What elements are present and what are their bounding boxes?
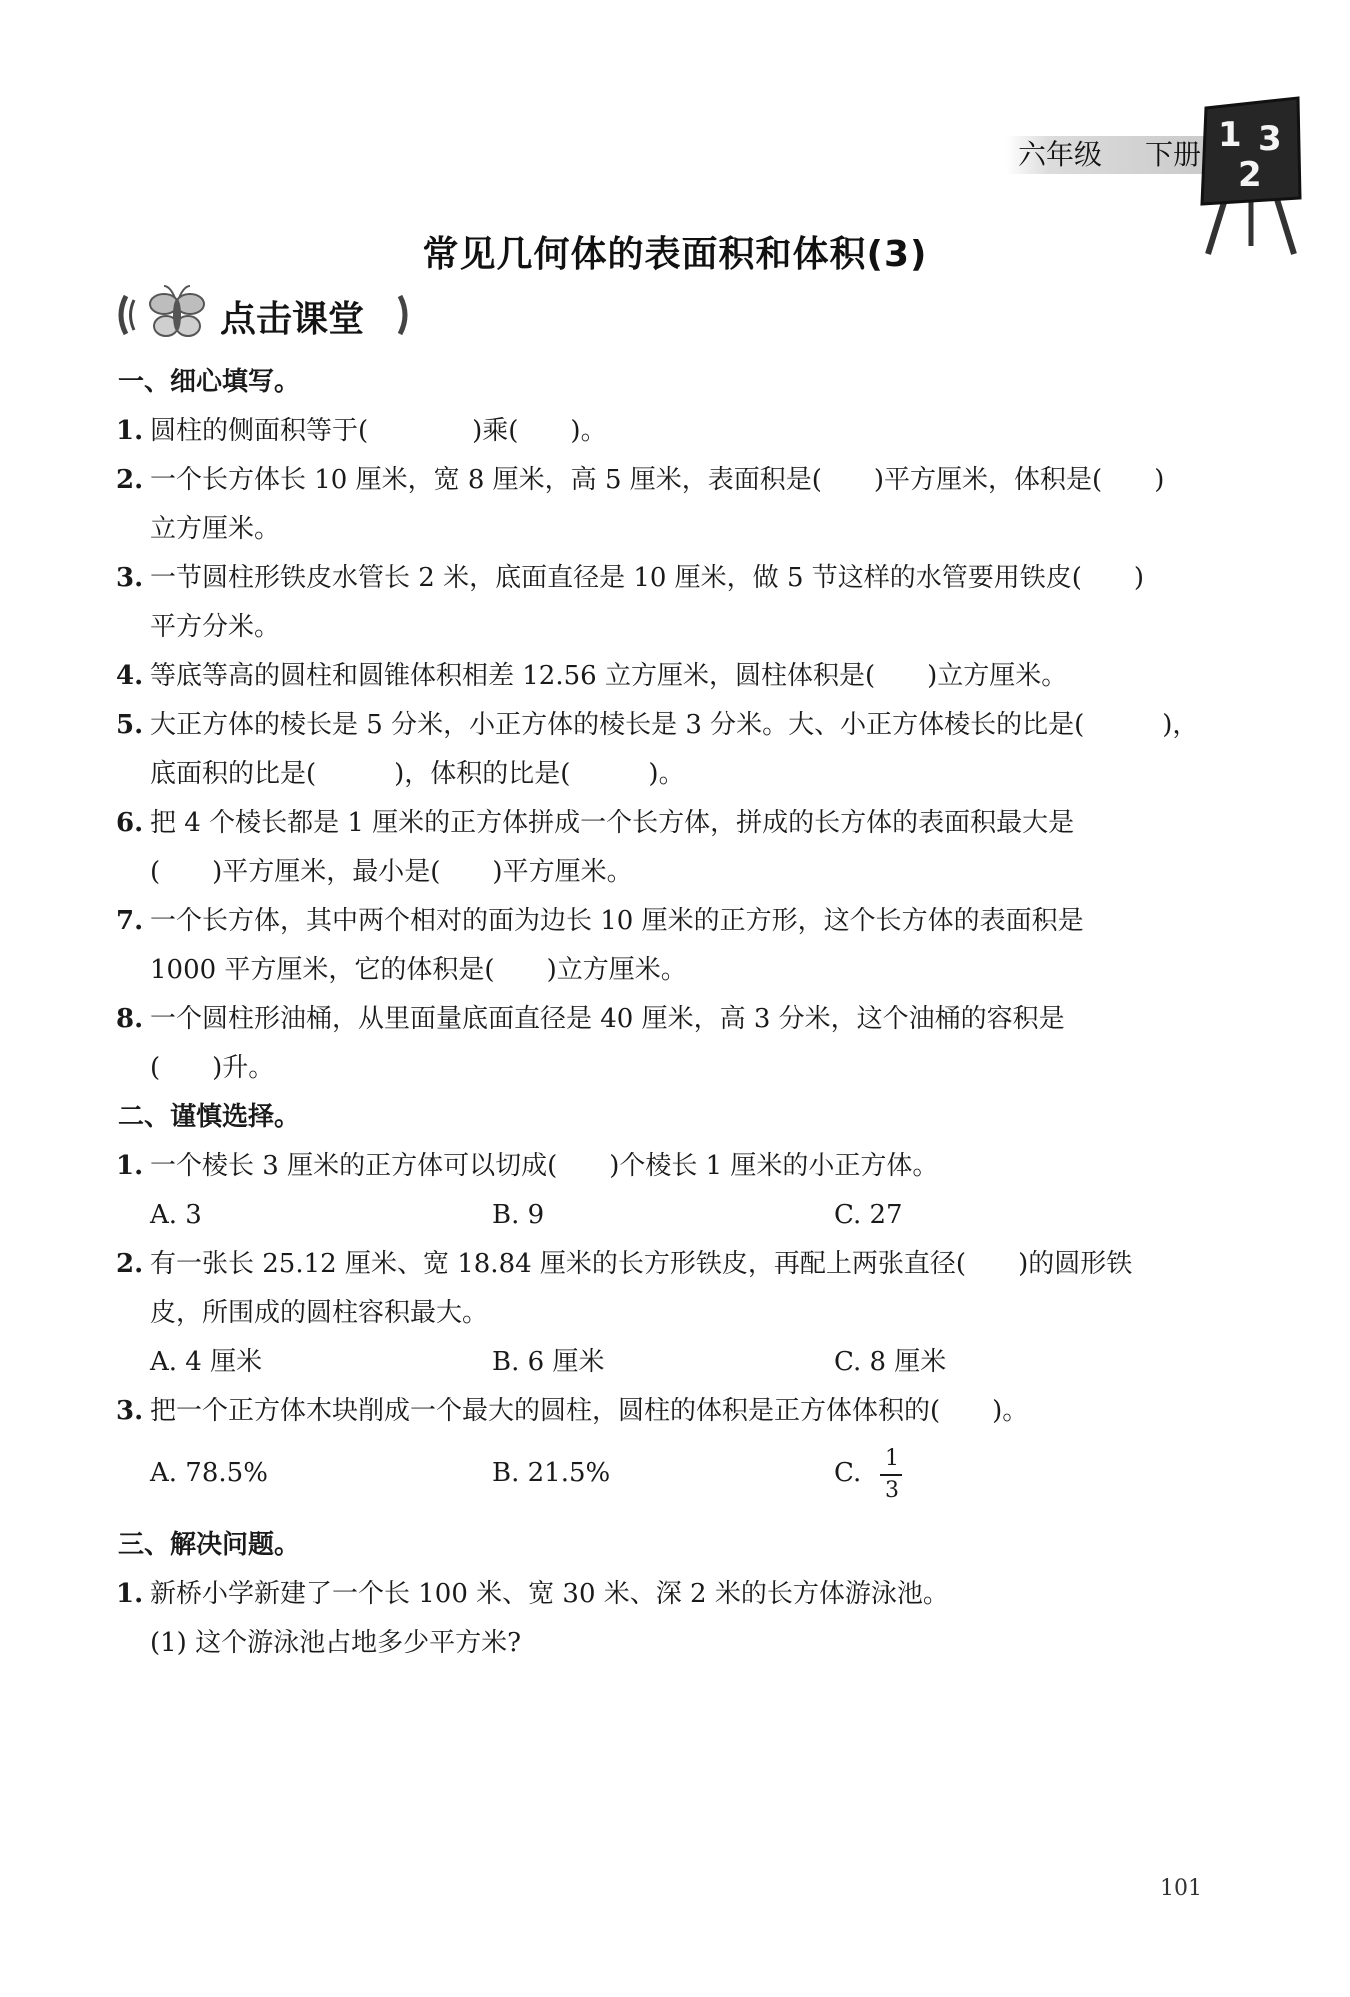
q3-1-number: 1. [116,1579,144,1609]
board-digit-2: 2 [1238,155,1262,195]
q1-2-text-cont: 立方厘米。 [150,514,281,544]
q1-7-text: 一个长方体，其中两个相对的面为边长 10 厘米的正方形，这个长方体的表面积是 [150,906,1084,936]
section-2-heading: 二、谨慎选择。 [118,1102,301,1132]
q2-2-option-b: B. 6 厘米 [492,1347,605,1377]
q2-1-option-a: A. 3 [150,1200,202,1230]
q2-2-option-c: C. 8 厘米 [834,1347,947,1377]
fraction-bar [880,1474,902,1476]
section-1-heading: 一、细心填写。 [118,367,301,397]
q2-2-number: 2. [116,1249,144,1279]
section-3-heading: 三、解决问题。 [118,1530,301,1560]
q2-3-option-c: C. [834,1458,862,1488]
q1-6-text-cont: ( )平方厘米，最小是( )平方厘米。 [150,857,633,887]
grade-label: 六年级 [1018,138,1103,171]
q1-8-text: 一个圆柱形油桶，从里面量底面直径是 40 厘米，高 3 分米，这个油桶的容积是 [150,1004,1065,1034]
q2-3-option-a: A. 78.5% [150,1458,268,1488]
q2-3-number: 3. [116,1396,144,1426]
q1-1-number: 1. [116,416,144,446]
volume-label: 下册 [1145,138,1202,171]
q1-5-text-cont: 底面积的比是( )，体积的比是( )。 [150,759,685,789]
q1-6-number: 6. [116,808,144,838]
q1-7-number: 7. [116,906,144,936]
q1-3-text-cont: 平方分米。 [150,612,281,642]
banner-label: 点击课堂 [220,299,365,340]
q2-1-text: 一个棱长 3 厘米的正方体可以切成( )个棱长 1 厘米的小正方体。 [150,1151,939,1181]
q2-1-option-b: B. 9 [492,1200,545,1230]
fraction-denominator: 3 [885,1478,899,1503]
q1-3-text: 一节圆柱形铁皮水管长 2 米，底面直径是 10 厘米，做 5 节这样的水管要用铁皮( ) [150,563,1145,593]
q1-8-number: 8. [116,1004,144,1034]
q1-4-number: 4. [116,661,144,691]
q3-1-sub-question: (1) 这个游泳池占地多少平方米? [150,1628,522,1658]
q1-2-number: 2. [116,465,144,495]
butterfly-icon [150,286,204,336]
q1-1-text: 圆柱的侧面积等于( )乘( )。 [150,416,607,446]
q1-7-text-cont: 1000 平方厘米，它的体积是( )立方厘米。 [150,955,687,985]
q1-3-number: 3. [116,563,144,593]
board-digit-3: 3 [1258,119,1282,159]
q1-5-text: 大正方体的棱长是 5 分米，小正方体的棱长是 3 分米。大、小正方体棱长的比是( )， [150,710,1199,740]
fraction-numerator: 1 [885,1446,899,1471]
q2-1-option-c: C. 27 [834,1200,903,1230]
page-number: 101 [1160,1876,1202,1901]
page-title: 常见几何体的表面积和体积(3) [422,234,928,275]
board-digit-1: 1 [1218,115,1242,155]
q1-5-number: 5. [116,710,144,740]
q2-2-text: 有一张长 25.12 厘米、宽 18.84 厘米的长方形铁皮，再配上两张直径( )的圆形铁 [150,1249,1133,1279]
q1-6-text: 把 4 个棱长都是 1 厘米的正方体拼成一个长方体，拼成的长方体的表面积最大是 [150,808,1075,838]
q2-1-number: 1. [116,1151,144,1181]
q2-2-text-cont: 皮，所围成的圆柱容积最大。 [150,1298,489,1328]
q2-3-option-b: B. 21.5% [492,1458,611,1488]
q1-8-text-cont: ( )升。 [150,1053,275,1083]
q2-3-text: 把一个正方体木块削成一个最大的圆柱，圆柱的体积是正方体体积的( )。 [150,1396,1029,1426]
q1-4-text: 等底等高的圆柱和圆锥体积相差 12.56 立方厘米，圆柱体积是( )立方厘米。 [150,661,1068,691]
q1-2-text: 一个长方体长 10 厘米，宽 8 厘米，高 5 厘米，表面积是( )平方厘米，体积是( ) [150,465,1165,495]
q2-2-option-a: A. 4 厘米 [150,1347,263,1377]
q3-1-text: 新桥小学新建了一个长 100 米、宽 30 米、深 2 米的长方体游泳池。 [150,1579,949,1609]
